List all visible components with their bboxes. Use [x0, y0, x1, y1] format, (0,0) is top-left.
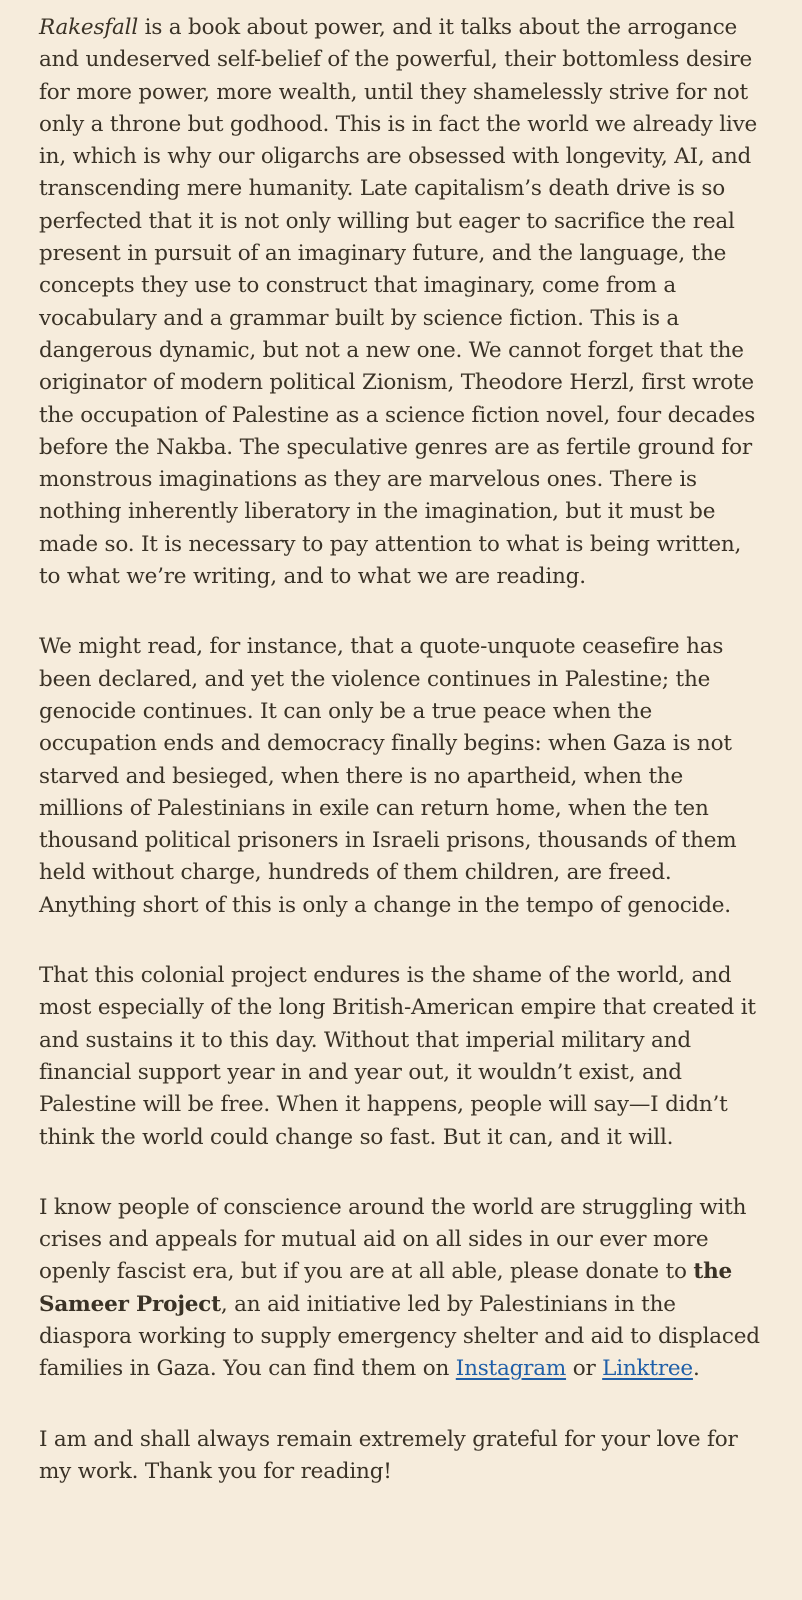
article-body	[39, 12, 763, 1488]
linktree-link[interactable]: Linktree	[602, 1356, 693, 1382]
paragraph-4-text-middle: , an aid initiative led by Palestinians in the diaspora working to supply emergency shelter and aid to displaced families in Gaza. You can find them on	[39, 1291, 760, 1382]
paragraph-4-end: .	[692, 1356, 700, 1382]
paragraph-4	[39, 1192, 763, 1386]
paragraph-1-text: is a book about power, and it talks about the arrogance and undeserved self-belief of the powerful, their bottomless desire for more power, more wealth, until they shamelessly strive for not only a throne but godhood. This is in fact the world we already live in, which is why our oligarchs are obsessed with longevity, AI, and transcending mere humanity. Late capitalism’s death drive is so perfected that it is not only willing but eager to sacrifice the real present in pursuit of an imaginary future, and the language, the concepts they use to construct that imaginary, come from a vocabulary and a grammar built by science fiction. This is a dangerous dynamic, but not a new one. We cannot forget that the originator of modern political Zionism, Theodore Herzl, first wrote the occupation of Palestine as a science fiction novel, four decades before the Nakba. The speculative genres are as fertile ground for monstrous imaginations as they are marvelous ones. There is nothing inherently liberatory in the imagination, but it must be made so. It is necessary to pay attention to what is being written, to what we’re writing, and to what we are reading.	[39, 15, 758, 590]
paragraph-2: We might read, for instance, that a quote-unquote ceasefire has been declared, and yet the violence continues in Palestine; the genocide continues. It can only be a true peace when the occupation ends and democracy finally begins: when Gaza is not starved and besieged, when there is no apartheid, when the millions of Palestinians in exile can return home, when the ten thousand political prisoners in Israeli prisons, thousands of them held without charge, hundreds of them children, are freed. Anything short of this is only a change in the tempo of genocide.	[39, 634, 737, 918]
paragraph-1	[39, 12, 763, 593]
paragraph-4-text-before: I know people of conscience around the world are struggling with crises and appeals for mutual aid on all sides in our ever more openly fascist era, but if you are at all able, please donate to	[39, 1194, 747, 1285]
instagram-link[interactable]: Instagram	[455, 1356, 567, 1382]
paragraph-5: I am and shall always remain extremely grateful for your love for my work. Thank you for reading!	[39, 1426, 738, 1484]
paragraph-4-or: or	[566, 1356, 603, 1382]
paragraph-3: That this colonial project endures is the shame of the world, and most especially of the long British-American empire that created it and sustains it to this day. Without that imperial military and financial support year in and year out, it wouldn’t exist, and Palestine will be free. When it happens, people will say—I didn’t think the world could change so fast. But it can, and it will.	[39, 963, 756, 1150]
book-title: Rakesfall	[39, 15, 139, 40]
organization-name: the Sameer Project	[39, 1259, 732, 1317]
